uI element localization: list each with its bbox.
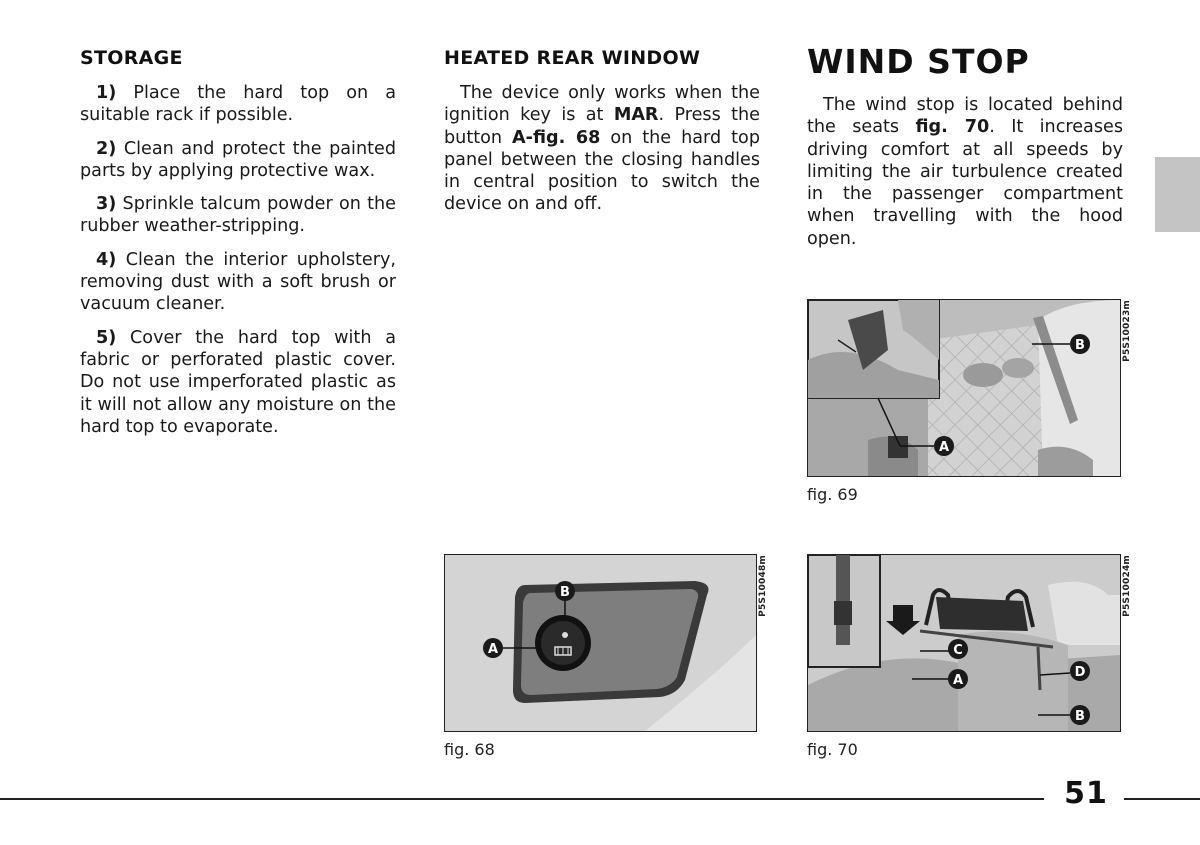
fig68-marker-a — [483, 638, 503, 658]
storage-section — [80, 44, 396, 449]
wind-stop-heading: WIND STOP — [807, 42, 1030, 81]
figure-68-code: P5S10048m — [758, 555, 768, 617]
fig68-marker-b — [555, 581, 575, 601]
storage-step-1: 1) Place the hard top on a suitable rack if possible. — [80, 83, 396, 126]
fig70-marker-c — [948, 639, 968, 659]
svg-text:A: A — [952, 673, 964, 688]
heated-rear-window-heading: HEATED REAR WINDOW — [444, 47, 701, 69]
storage-heading: STORAGE — [80, 47, 183, 69]
svg-text:C: C — [953, 643, 963, 658]
heated-rear-window-section — [444, 44, 760, 227]
wind-stop-section — [807, 44, 1123, 261]
footer-rule-right — [1124, 798, 1200, 800]
storage-step-4: 4) Clean the interior upholstery, removing dust with a soft brush or vacuum cleaner. — [80, 249, 396, 315]
figure-70-photo — [807, 554, 1121, 732]
footer-rule-left — [0, 798, 1044, 800]
page-number: 51 — [1064, 776, 1108, 811]
fig70-marker-a — [948, 669, 968, 689]
fig70-marker-b — [1070, 705, 1090, 725]
heated-rear-window-text: The device only works when the ignition key is at MAR. Press the button A-fig. 68 on the hard top panel between the closing handles in central position to switch the device on and off. — [444, 83, 760, 215]
storage-step-5: 5) Cover the hard top with a fabric or perforated plastic cover. Do not use imperforated plastic as it will not allow any moisture on the hard top to evaporate. — [80, 327, 396, 437]
svg-text:B: B — [1075, 338, 1085, 353]
svg-text:B: B — [560, 585, 570, 600]
fig70-marker-d — [1070, 661, 1090, 681]
wind-stop-text: The wind stop is located behind the seats fig. 70. It increases driving comfort at all speeds by limiting the air turbulence created in the passenger compartment when travelling with the hood open. — [807, 95, 1123, 249]
svg-text:B: B — [1075, 709, 1085, 724]
figure-70-caption: fig. 70 — [807, 740, 858, 759]
storage-step-2: 2) Clean and protect the painted parts by applying protective wax. — [80, 138, 396, 181]
storage-step-3: 3) Sprinkle talcum powder on the rubber weather-stripping. — [80, 194, 396, 237]
svg-text:A: A — [487, 642, 499, 657]
figure-68-caption: fig. 68 — [444, 740, 495, 759]
figure-68-photo — [444, 554, 757, 732]
svg-text:A: A — [938, 440, 950, 455]
figure-69-caption: fig. 69 — [807, 485, 858, 504]
figure-69-photo — [807, 299, 1121, 477]
figure-70-code: P5S10024m — [1122, 555, 1132, 617]
chapter-tab — [1155, 157, 1200, 232]
fig69-marker-b — [1070, 334, 1090, 354]
fig69-marker-a — [934, 436, 954, 456]
figure-69-code: P5S10023m — [1122, 300, 1132, 362]
svg-text:D: D — [1074, 665, 1086, 680]
